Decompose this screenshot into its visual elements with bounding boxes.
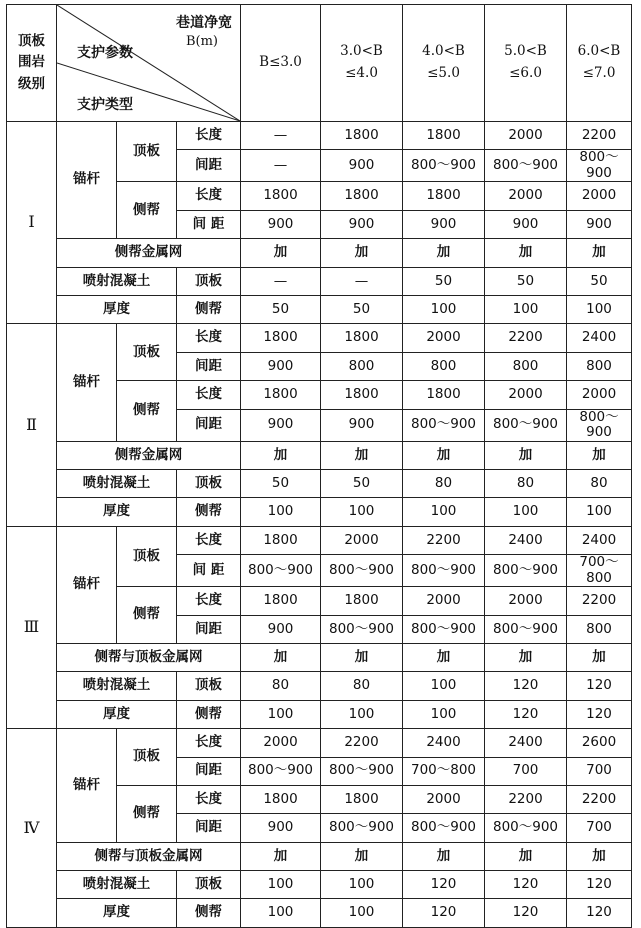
shotcrete-side-value: 50 [241, 295, 321, 323]
mesh-value: 加 [403, 842, 485, 870]
roof-length-value: 2400 [567, 526, 632, 554]
thickness-label: 厚度 [57, 498, 177, 526]
shotcrete-side-value: 100 [241, 899, 321, 927]
roof-length-value: 1800 [321, 122, 403, 150]
side-spacing-value: 900 [241, 409, 321, 441]
roof-length-value: — [241, 122, 321, 150]
table-row [7, 295, 632, 323]
shotcrete-roof-value: 80 [485, 469, 567, 497]
roof-label: 顶板 [177, 672, 241, 700]
shotcrete-roof-value: 80 [403, 469, 485, 497]
table-row [7, 267, 632, 295]
roof-spacing-value: 800～900 [567, 150, 632, 182]
shotcrete-roof-value: 120 [403, 871, 485, 899]
mesh-label: 侧帮金属网 [57, 239, 241, 267]
roof-label: 顶板 [117, 324, 177, 381]
rock-level-cell: Ⅱ [7, 324, 57, 526]
side-spacing-value: 800～900 [403, 814, 485, 842]
side-spacing-value: 900 [241, 210, 321, 238]
mesh-value: 加 [567, 643, 632, 671]
table-row [7, 729, 632, 757]
side-length-value: 2000 [403, 587, 485, 615]
header-width-label: 巷道净宽 [176, 15, 233, 31]
table-row [7, 469, 632, 497]
roof-spacing-value: 700～800 [403, 757, 485, 785]
roof-spacing-value: 800～900 [241, 555, 321, 587]
mesh-value: 加 [241, 643, 321, 671]
shotcrete-roof-value: 50 [321, 469, 403, 497]
shotcrete-label: 喷射混凝土 [57, 267, 177, 295]
spacing-label: 间 距 [177, 210, 241, 238]
side-spacing-value: 800～900 [567, 409, 632, 441]
side-length-value: 1800 [321, 785, 403, 813]
length-label: 长度 [177, 122, 241, 150]
side-label: 侧帮 [117, 182, 177, 239]
length-label: 长度 [177, 526, 241, 554]
rock-level-cell: Ⅲ [7, 526, 57, 728]
anchor-label: 锚杆 [57, 526, 117, 643]
side-length-value: 1800 [321, 381, 403, 409]
mesh-value: 加 [321, 441, 403, 469]
side-length-value: 2000 [485, 587, 567, 615]
shotcrete-side-value: 120 [403, 899, 485, 927]
shotcrete-roof-value: 120 [485, 672, 567, 700]
side-spacing-value: 800 [567, 615, 632, 643]
shotcrete-roof-value: 120 [567, 871, 632, 899]
mesh-label: 侧帮金属网 [57, 441, 241, 469]
shotcrete-side-value: 100 [321, 700, 403, 728]
shotcrete-roof-value: 100 [241, 871, 321, 899]
shotcrete-roof-value: — [241, 267, 321, 295]
side-spacing-value: 800～900 [403, 615, 485, 643]
shotcrete-roof-value: 80 [241, 672, 321, 700]
side-label: 侧帮 [117, 381, 177, 441]
mesh-value: 加 [403, 441, 485, 469]
side-spacing-value: 800～900 [485, 615, 567, 643]
roof-length-value: 1800 [241, 324, 321, 352]
mesh-value: 加 [321, 842, 403, 870]
shotcrete-side-value: 120 [567, 899, 632, 927]
roof-spacing-value: 800～900 [241, 757, 321, 785]
shotcrete-roof-value: 80 [321, 672, 403, 700]
roof-spacing-value: 700 [567, 757, 632, 785]
spacing-label: 间 距 [177, 555, 241, 587]
spacing-label: 间距 [177, 615, 241, 643]
roof-label: 顶板 [177, 267, 241, 295]
support-parameter-table [6, 4, 632, 928]
table-row [7, 324, 632, 352]
mesh-value: 加 [485, 842, 567, 870]
length-label: 长度 [177, 729, 241, 757]
roof-spacing-value: 800～900 [321, 555, 403, 587]
roof-spacing-value: 800 [567, 352, 632, 380]
roof-length-value: 1800 [241, 526, 321, 554]
side-spacing-value: 900 [567, 210, 632, 238]
side-spacing-value: 900 [241, 814, 321, 842]
table-row [7, 526, 632, 554]
shotcrete-side-value: 120 [485, 700, 567, 728]
roof-label: 顶板 [117, 122, 177, 182]
side-spacing-value: 900 [321, 409, 403, 441]
mesh-value: 加 [403, 239, 485, 267]
table-row [7, 122, 632, 150]
shotcrete-roof-value: 100 [321, 871, 403, 899]
side-spacing-value: 700 [567, 814, 632, 842]
header-type-label: 支护类型 [77, 97, 133, 113]
side-length-value: 1800 [241, 381, 321, 409]
roof-spacing-value: 800～900 [485, 150, 567, 182]
shotcrete-side-value: 120 [567, 700, 632, 728]
roof-spacing-value: 800 [403, 352, 485, 380]
header-param-label: 支护参数 [77, 45, 133, 61]
roof-length-value: 2200 [403, 526, 485, 554]
spacing-label: 间距 [177, 352, 241, 380]
side-length-value: 1800 [241, 785, 321, 813]
header-row [7, 5, 632, 122]
shotcrete-label: 喷射混凝土 [57, 871, 177, 899]
side-spacing-value: 900 [403, 210, 485, 238]
roof-spacing-value: 800 [321, 352, 403, 380]
roof-length-value: 2200 [321, 729, 403, 757]
roof-length-value: 2000 [321, 526, 403, 554]
side-length-value: 1800 [241, 182, 321, 210]
roof-length-value: 2400 [403, 729, 485, 757]
spacing-label: 间距 [177, 814, 241, 842]
side-spacing-value: 800～900 [321, 615, 403, 643]
roof-length-value: 1800 [321, 324, 403, 352]
side-spacing-value: 900 [321, 210, 403, 238]
width-col-2: 3.0<B ≤4.0 [321, 5, 403, 122]
roof-length-value: 2400 [567, 324, 632, 352]
mesh-value: 加 [241, 441, 321, 469]
mesh-value: 加 [485, 441, 567, 469]
shotcrete-side-value: 100 [567, 498, 632, 526]
roof-spacing-value: 800～900 [403, 555, 485, 587]
mesh-label: 侧帮与顶板金属网 [57, 643, 241, 671]
table-row [7, 239, 632, 267]
roof-label: 顶板 [117, 729, 177, 786]
mesh-value: 加 [403, 643, 485, 671]
shotcrete-label: 喷射混凝土 [57, 469, 177, 497]
roof-label: 顶板 [117, 526, 177, 586]
roof-length-value: 1800 [403, 122, 485, 150]
roof-spacing-value: 700 [485, 757, 567, 785]
shotcrete-side-value: 50 [321, 295, 403, 323]
length-label: 长度 [177, 182, 241, 210]
side-label: 侧帮 [177, 295, 241, 323]
side-length-value: 2200 [567, 587, 632, 615]
side-length-value: 2000 [485, 182, 567, 210]
diagonal-header-cell [57, 5, 241, 122]
table-row [7, 700, 632, 728]
width-col-1: B≤3.0 [241, 5, 321, 122]
side-length-value: 2000 [485, 381, 567, 409]
shotcrete-side-value: 100 [241, 700, 321, 728]
mesh-value: 加 [241, 239, 321, 267]
roof-spacing-value: — [241, 150, 321, 182]
shotcrete-roof-value: 50 [485, 267, 567, 295]
roof-spacing-value: 900 [321, 150, 403, 182]
length-label: 长度 [177, 587, 241, 615]
mesh-value: 加 [241, 842, 321, 870]
roof-length-value: 2000 [485, 122, 567, 150]
table-row [7, 441, 632, 469]
roof-label: 顶板 [177, 871, 241, 899]
side-length-value: 2000 [403, 785, 485, 813]
side-length-value: 2000 [567, 182, 632, 210]
roof-label: 顶板 [177, 469, 241, 497]
side-length-value: 1800 [241, 587, 321, 615]
spacing-label: 间距 [177, 150, 241, 182]
mesh-value: 加 [567, 842, 632, 870]
rock-level-cell: Ⅰ [7, 122, 57, 324]
mesh-value: 加 [567, 441, 632, 469]
roof-length-value: 2000 [403, 324, 485, 352]
roof-length-value: 2200 [485, 324, 567, 352]
side-label: 侧帮 [117, 785, 177, 842]
mesh-label: 侧帮与顶板金属网 [57, 842, 241, 870]
thickness-label: 厚度 [57, 295, 177, 323]
table-row [7, 672, 632, 700]
shotcrete-side-value: 100 [485, 295, 567, 323]
mesh-value: 加 [321, 643, 403, 671]
shotcrete-roof-value: 120 [567, 672, 632, 700]
spacing-label: 间距 [177, 409, 241, 441]
side-spacing-value: 800～900 [485, 814, 567, 842]
anchor-label: 锚杆 [57, 729, 117, 843]
side-label: 侧帮 [177, 700, 241, 728]
shotcrete-side-value: 100 [567, 295, 632, 323]
width-col-4: 5.0<B ≤6.0 [485, 5, 567, 122]
side-label: 侧帮 [117, 587, 177, 644]
side-length-value: 1800 [403, 381, 485, 409]
side-spacing-value: 800～900 [321, 814, 403, 842]
shotcrete-roof-value: 100 [403, 672, 485, 700]
table-row [7, 842, 632, 870]
side-spacing-value: 900 [241, 615, 321, 643]
mesh-value: 加 [321, 239, 403, 267]
roof-length-value: 2400 [485, 729, 567, 757]
roof-spacing-value: 800～900 [485, 555, 567, 587]
width-col-5: 6.0<B ≤7.0 [567, 5, 632, 122]
side-length-value: 1800 [321, 182, 403, 210]
side-spacing-value: 800～900 [485, 409, 567, 441]
side-spacing-value: 900 [485, 210, 567, 238]
side-label: 侧帮 [177, 899, 241, 927]
side-length-value: 2000 [567, 381, 632, 409]
anchor-label: 锚杆 [57, 122, 117, 239]
table-row [7, 871, 632, 899]
rock-level-header [7, 5, 57, 122]
roof-spacing-value: 800～900 [403, 150, 485, 182]
thickness-label: 厚度 [57, 899, 177, 927]
roof-length-value: 2400 [485, 526, 567, 554]
length-label: 长度 [177, 785, 241, 813]
roof-length-value: 2600 [567, 729, 632, 757]
header-width-unit: B(m) [185, 34, 219, 49]
roof-length-value: 2000 [241, 729, 321, 757]
shotcrete-side-value: 100 [241, 498, 321, 526]
shotcrete-side-value: 100 [321, 899, 403, 927]
shotcrete-roof-value: 120 [485, 871, 567, 899]
width-col-3: 4.0<B ≤5.0 [403, 5, 485, 122]
shotcrete-roof-value: 50 [403, 267, 485, 295]
table-row [7, 643, 632, 671]
shotcrete-side-value: 100 [485, 498, 567, 526]
roof-spacing-value: 800～900 [321, 757, 403, 785]
length-label: 长度 [177, 324, 241, 352]
rock-level-cell: Ⅳ [7, 729, 57, 928]
side-length-value: 2200 [485, 785, 567, 813]
shotcrete-roof-value: 50 [567, 267, 632, 295]
roof-spacing-value: 900 [241, 352, 321, 380]
shotcrete-side-value: 120 [485, 899, 567, 927]
roof-spacing-value: 700～800 [567, 555, 632, 587]
mesh-value: 加 [485, 643, 567, 671]
spacing-label: 间距 [177, 757, 241, 785]
shotcrete-roof-value: — [321, 267, 403, 295]
shotcrete-label: 喷射混凝土 [57, 672, 177, 700]
side-length-value: 2200 [567, 785, 632, 813]
roof-length-value: 2200 [567, 122, 632, 150]
side-length-value: 1800 [403, 182, 485, 210]
side-length-value: 1800 [321, 587, 403, 615]
shotcrete-side-value: 100 [321, 498, 403, 526]
mesh-value: 加 [567, 239, 632, 267]
side-label: 侧帮 [177, 498, 241, 526]
thickness-label: 厚度 [57, 700, 177, 728]
table-row [7, 899, 632, 927]
rock-level-header-text: 顶板 围岩 级别 [18, 32, 45, 92]
shotcrete-side-value: 100 [403, 700, 485, 728]
mesh-value: 加 [485, 239, 567, 267]
side-spacing-value: 800～900 [403, 409, 485, 441]
roof-spacing-value: 800 [485, 352, 567, 380]
length-label: 长度 [177, 381, 241, 409]
anchor-label: 锚杆 [57, 324, 117, 441]
shotcrete-side-value: 100 [403, 295, 485, 323]
shotcrete-roof-value: 80 [567, 469, 632, 497]
table-row [7, 498, 632, 526]
shotcrete-roof-value: 50 [241, 469, 321, 497]
shotcrete-side-value: 100 [403, 498, 485, 526]
